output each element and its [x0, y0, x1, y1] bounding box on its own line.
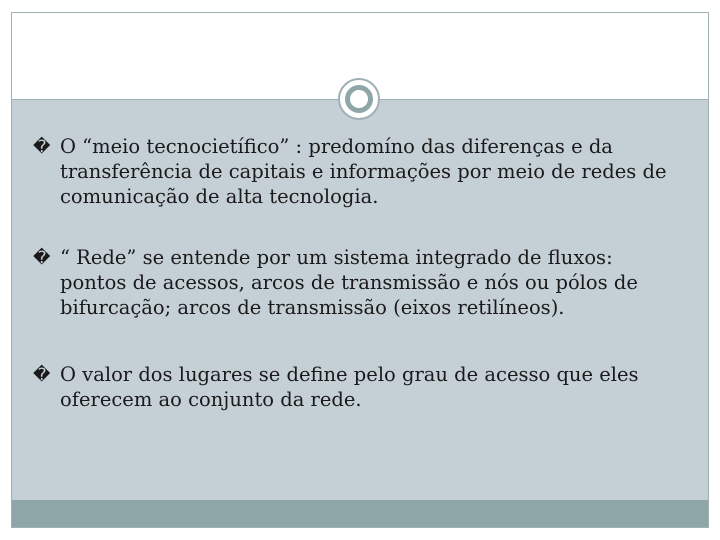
bullet-text: O valor dos lugares se define pelo grau de acesso que eles oferecem ao conjunto da rede.	[60, 363, 639, 411]
bullet-item	[33, 362, 682, 412]
bullet-item	[33, 134, 682, 209]
circle-ornament-ring	[345, 85, 373, 113]
bullet-list	[33, 134, 682, 412]
slide-footer-bar	[12, 500, 708, 527]
replacement-char-icon: �	[33, 137, 51, 157]
bullet-item	[33, 245, 682, 320]
replacement-char-icon: �	[33, 248, 51, 268]
replacement-char-icon: �	[33, 365, 51, 385]
bullet-text: “ Rede” se entende por um sistema integrado de fluxos: pontos de acessos, arcos de transmissão e nós ou pólos de bifurcação; arcos de transmissão (eixos retilíneos).	[60, 246, 638, 319]
circle-ornament-icon	[338, 78, 380, 120]
bullet-text: O “meio tecnocietífico” : predomíno das diferenças e da transferência de capitais e informações por meio de redes de comunicação de alta tecnologia.	[60, 135, 667, 208]
